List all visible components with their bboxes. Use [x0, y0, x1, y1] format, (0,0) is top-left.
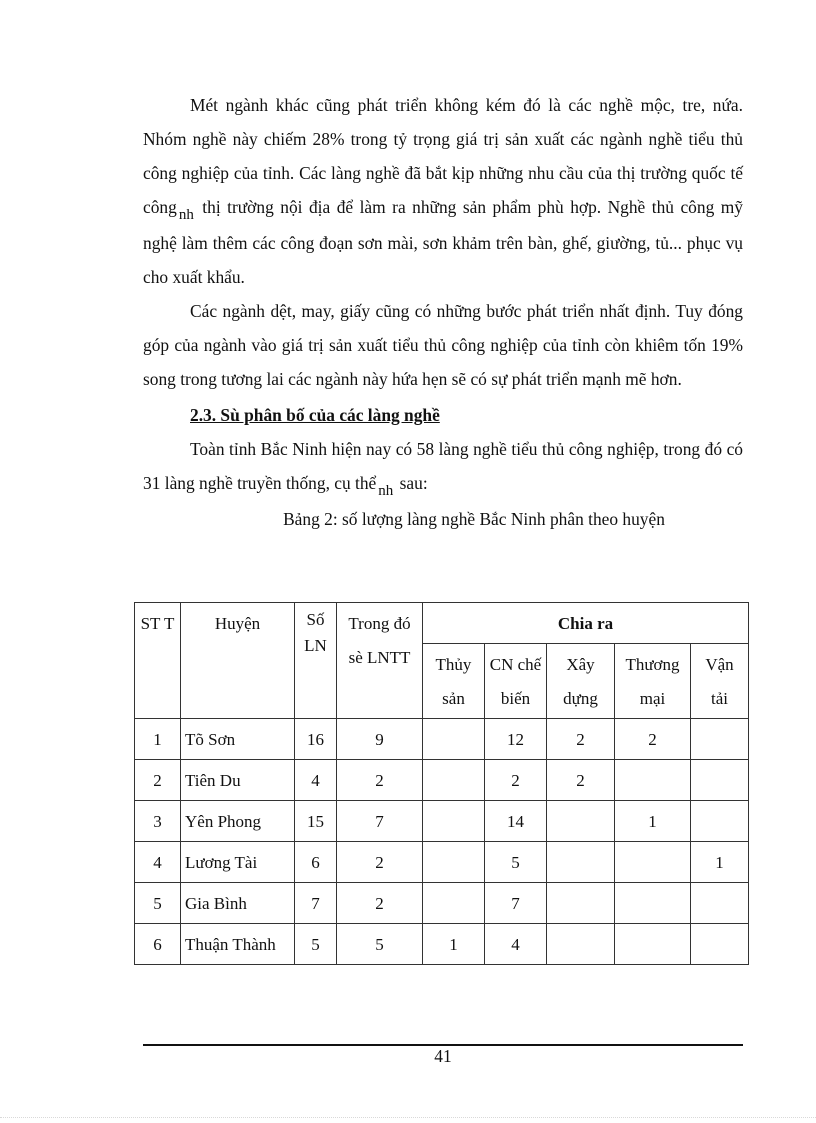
table-row	[135, 719, 749, 760]
cell-lntt: 9	[337, 719, 423, 760]
document-body	[143, 88, 743, 536]
cell-thuong-mai	[615, 924, 691, 965]
cell-cn: 2	[485, 760, 547, 801]
cell-lntt: 2	[337, 883, 423, 924]
table-row	[135, 842, 749, 883]
cell-so-ln: 5	[295, 924, 337, 965]
header-thuong-mai: Thương mại	[615, 644, 691, 719]
section-heading: 2.3. Sù phân bố của các làng nghề	[190, 405, 440, 425]
cell-van-tai	[691, 883, 749, 924]
cell-so-ln: 4	[295, 760, 337, 801]
cell-cn: 4	[485, 924, 547, 965]
table-row	[135, 924, 749, 965]
cell-thuy-san	[423, 883, 485, 924]
page-number: 41	[434, 1046, 452, 1066]
paragraph-text: Toàn tỉnh Bắc Ninh hiện nay có 58 làng nghề tiểu thủ công nghiệp, trong đó có 31 làng nghề truyền thống, cụ thể	[143, 439, 743, 493]
paragraph-textile: Các ngành dệt, may, giấy cũng có những bước phát triển nhất định. Tuy đóng góp của ngành vào giá trị sản xuất tiểu thủ công nghiệp của tỉnh còn khiêm tốn 19% song trong tương lai các ngành này hứa hẹn sẽ có sự phát triển mạnh mẽ hơn.	[143, 301, 743, 389]
cell-thuong-mai	[615, 842, 691, 883]
cell-thuy-san	[423, 842, 485, 883]
cell-huyen: Tõ Sơn	[181, 719, 295, 760]
header-xay-dung: Xây dựng	[547, 644, 615, 719]
header-huyen: Huyện	[181, 603, 295, 719]
cell-stt: 6	[135, 924, 181, 965]
cell-xay-dung	[547, 924, 615, 965]
table-row	[135, 883, 749, 924]
cell-lntt: 2	[337, 842, 423, 883]
page-edge	[0, 1117, 816, 1119]
cell-so-ln: 16	[295, 719, 337, 760]
header-cn-che-bien: CN chế biến	[485, 644, 547, 719]
cell-xay-dung: 2	[547, 719, 615, 760]
cell-thuong-mai	[615, 883, 691, 924]
cell-stt: 4	[135, 842, 181, 883]
cell-cn: 5	[485, 842, 547, 883]
cell-cn: 12	[485, 719, 547, 760]
cell-cn: 14	[485, 801, 547, 842]
cell-stt: 5	[135, 883, 181, 924]
cell-stt: 1	[135, 719, 181, 760]
table-caption: Bảng 2: số lượng làng nghề Bắc Ninh phân theo huyện	[283, 509, 665, 529]
cell-xay-dung	[547, 883, 615, 924]
inline-fragment: nh	[178, 207, 194, 223]
cell-thuy-san: 1	[423, 924, 485, 965]
cell-lntt: 7	[337, 801, 423, 842]
cell-thuy-san	[423, 801, 485, 842]
cell-xay-dung: 2	[547, 760, 615, 801]
paragraph-text: thị trường nội địa để làm ra những sản phẩm phù hợp. Nghề thủ công mỹ nghệ làm thêm các công đoạn sơn mài, sơn khảm trên bàn, ghế, giường, tủ... phục vụ cho xuất khẩu.	[143, 197, 743, 287]
cell-huyen: Yên Phong	[181, 801, 295, 842]
cell-thuong-mai: 1	[615, 801, 691, 842]
cell-stt: 3	[135, 801, 181, 842]
cell-van-tai	[691, 760, 749, 801]
cell-huyen: Tiên Du	[181, 760, 295, 801]
cell-huyen: Gia Bình	[181, 883, 295, 924]
cell-van-tai: 1	[691, 842, 749, 883]
cell-xay-dung	[547, 801, 615, 842]
cell-thuong-mai: 2	[615, 719, 691, 760]
cell-van-tai	[691, 719, 749, 760]
cell-thuy-san	[423, 719, 485, 760]
cell-thuong-mai	[615, 760, 691, 801]
cell-lntt: 2	[337, 760, 423, 801]
cell-stt: 2	[135, 760, 181, 801]
paragraph-text: sau:	[399, 473, 428, 493]
cell-so-ln: 15	[295, 801, 337, 842]
table-row	[135, 760, 749, 801]
table-row	[135, 801, 749, 842]
header-stt: ST T	[135, 603, 181, 719]
header-so-ln: Số LN	[295, 603, 337, 719]
header-van-tai: Vận tải	[691, 644, 749, 719]
cell-so-ln: 6	[295, 842, 337, 883]
cell-so-ln: 7	[295, 883, 337, 924]
cell-van-tai	[691, 924, 749, 965]
cell-huyen: Lương Tài	[181, 842, 295, 883]
cell-cn: 7	[485, 883, 547, 924]
cell-lntt: 5	[337, 924, 423, 965]
header-thuy-san: Thủy sản	[423, 644, 485, 719]
cell-thuy-san	[423, 760, 485, 801]
paragraph-text: Mét ngành khác cũng phát triển không kém đó là các nghề mộc, tre, nứa. Nhóm nghề này chiếm 28% trong tỷ trọng giá trị sản xuất các ngành nghề tiểu thủ công nghiệp của tỉnh. Các làng nghề đã bắt kịp những nhu cầu của thị trường quốc tế công	[143, 95, 743, 217]
cell-xay-dung	[547, 842, 615, 883]
table-header-row	[135, 603, 749, 644]
craft-village-table	[134, 602, 749, 965]
inline-fragment: nh	[378, 483, 394, 499]
paragraph-wood-bamboo	[143, 88, 743, 294]
cell-van-tai	[691, 801, 749, 842]
cell-huyen: Thuận Thành	[181, 924, 295, 965]
paragraph-distribution	[143, 432, 743, 502]
header-chia-ra: Chia ra	[423, 603, 749, 644]
header-trong-do: Trong đó sè LNTT	[337, 603, 423, 719]
